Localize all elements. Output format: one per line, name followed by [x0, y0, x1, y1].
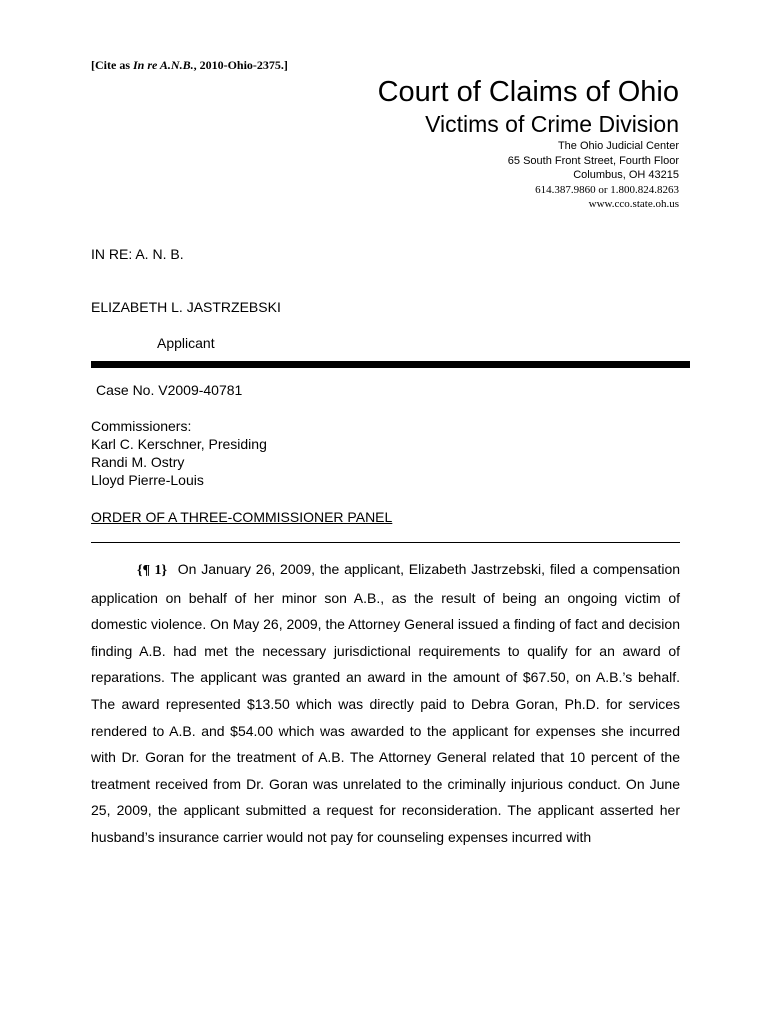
- citation-prefix: [Cite as: [91, 58, 133, 72]
- citation-suffix: , 2010-Ohio-2375.]: [193, 58, 288, 72]
- address-line-2: 65 South Front Street, Fourth Floor: [507, 154, 679, 167]
- order-divider: [91, 542, 680, 543]
- court-name: Court of Claims of Ohio: [377, 76, 679, 108]
- address-line-1: The Ohio Judicial Center: [557, 140, 679, 152]
- commissioner-1: Karl C. Kerschner, Presiding: [91, 436, 267, 452]
- commissioner-2: Randi M. Ostry: [91, 454, 185, 470]
- in-re-caption: IN RE: A. N. B.: [91, 246, 184, 262]
- commissioners-label: Commissioners:: [91, 418, 192, 434]
- paragraph-text: On January 26, 2009, the applicant, Elizabeth Jastrzebski, filed a compensation application on behalf of her minor son A.B., as the result of being an ongoing victim of domestic violence. On May 26, 2009, the Attorney General issued a finding of fact and decision finding A.B. had met the necessary jurisdictional requirements to qualify for an award of reparations. The applicant was granted an award in the amount of $67.50, on A.B.’s behalf. The award represented $13.50 which was directly paid to Debra Goran, Ph.D. for services rendered to A.B. and $54.00 which was awarded to the applicant for expenses she incurred with Dr. Goran for the treatment of A.B. The Attorney General related that 10 percent of the treatment received from Dr. Goran was unrelated to the criminally injurious conduct. On June 25, 2009, the applicant submitted a request for reconsideration. The applicant asserted her husband’s insurance carrier would not pay for counseling expenses incurred with: [91, 561, 681, 845]
- order-title: ORDER OF A THREE-COMMISSIONER PANEL: [91, 509, 393, 525]
- website: www.cco.state.oh.us: [588, 198, 679, 210]
- citation-case-name: In re A.N.B.: [133, 58, 194, 72]
- caption-divider: [91, 361, 690, 368]
- commissioner-3: Lloyd Pierre-Louis: [91, 472, 204, 488]
- applicant-name: ELIZABETH L. JASTRZEBSKI: [91, 299, 281, 315]
- paragraph-1: [91, 556, 680, 851]
- citation: [91, 58, 288, 73]
- division-name: Victims of Crime Division: [425, 111, 679, 137]
- applicant-role: Applicant: [157, 335, 215, 351]
- phone-number: 614.387.9860 or 1.800.824.8263: [535, 183, 679, 196]
- address-line-3: Columbus, OH 43215: [573, 169, 679, 181]
- paragraph-mark: {¶ 1}: [137, 563, 167, 578]
- court-address: [508, 139, 679, 212]
- case-number: Case No. V2009-40781: [96, 382, 243, 398]
